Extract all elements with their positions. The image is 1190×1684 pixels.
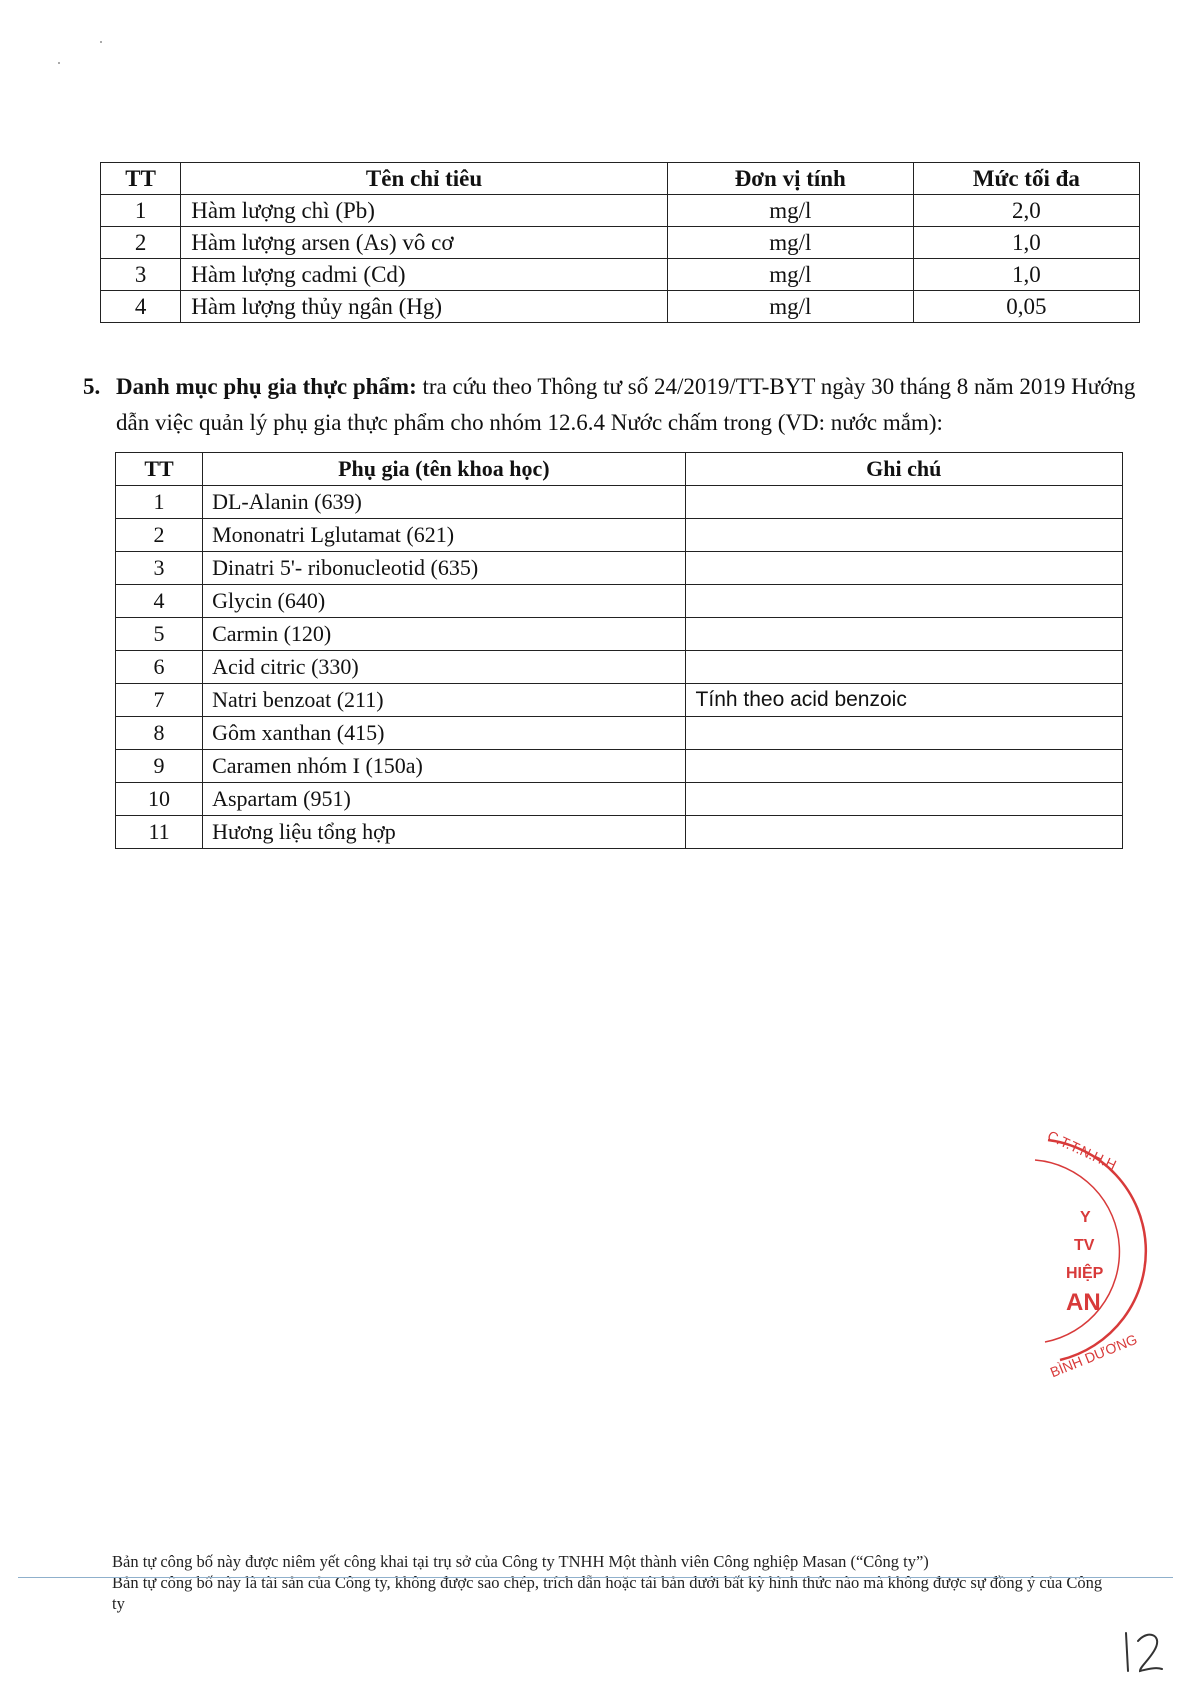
row-note (685, 750, 1122, 783)
table-row (101, 291, 1140, 323)
seal-line-1: Y (1080, 1209, 1091, 1226)
section-heading: Danh mục phụ gia thực phẩm: (116, 374, 417, 399)
row-tt: 7 (116, 684, 203, 717)
table-row (116, 486, 1123, 519)
table-row (101, 195, 1140, 227)
row-max-level: 2,0 (913, 195, 1139, 227)
row-note: Tính theo acid benzoic (685, 684, 1122, 717)
row-note (685, 618, 1122, 651)
row-tt: 3 (116, 552, 203, 585)
section-text: tra cứu theo Thông tư số 24/2019/TT-BYT ngày 30 tháng 8 năm 2019 Hướng dẫn việc quản lý phụ gia thực phẩm cho nhóm 12.6.4 Nước chấm trong (VD: nước mắm): (116, 374, 1136, 435)
row-tt: 2 (116, 519, 203, 552)
company-seal-stamp (1040, 1127, 1170, 1381)
scan-speck (58, 62, 60, 64)
row-additive-name: Hương liệu tổng hợp (203, 816, 685, 849)
seal-line-2: TV (1074, 1237, 1095, 1254)
row-additive-name: DL-Alanin (639) (203, 486, 685, 519)
row-additive-name: Natri benzoat (211) (203, 684, 685, 717)
table-row (116, 717, 1123, 750)
row-tt: 3 (101, 259, 181, 291)
table-row (116, 651, 1123, 684)
header-unit: Đơn vị tính (667, 163, 913, 195)
row-max-level: 0,05 (913, 291, 1139, 323)
header-note: Ghi chú (685, 453, 1122, 486)
row-note (685, 585, 1122, 618)
footer-line-2: Bản tự công bố này là tài sản của Công ty, không được sao chép, trích dẫn hoặc tái bản dưới bất kỳ hình thức nào mà không được sự đồng ý của Công ty (112, 1573, 1103, 1613)
row-note (685, 552, 1122, 585)
scan-speck (100, 41, 102, 43)
table-row (116, 684, 1123, 717)
row-unit: mg/l (667, 227, 913, 259)
section-5-paragraph (83, 369, 1153, 441)
row-additive-name: Glycin (640) (203, 585, 685, 618)
row-additive-name: Caramen nhóm I (150a) (203, 750, 685, 783)
table-row (116, 552, 1123, 585)
table-row (116, 750, 1123, 783)
row-additive-name: Gôm xanthan (415) (203, 717, 685, 750)
row-tt: 8 (116, 717, 203, 750)
row-tt: 9 (116, 750, 203, 783)
food-additives-table (115, 452, 1123, 849)
row-additive-name: Mononatri Lglutamat (621) (203, 519, 685, 552)
header-tt: TT (116, 453, 203, 486)
header-indicator-name: Tên chỉ tiêu (181, 163, 668, 195)
row-tt: 10 (116, 783, 203, 816)
row-tt: 5 (116, 618, 203, 651)
table-header-row (101, 163, 1140, 195)
row-tt: 6 (116, 651, 203, 684)
row-tt: 4 (101, 291, 181, 323)
row-tt: 1 (116, 486, 203, 519)
seal-line-4: AN (1066, 1289, 1101, 1316)
row-tt: 2 (101, 227, 181, 259)
row-note (685, 651, 1122, 684)
row-note (685, 486, 1122, 519)
row-additive-name: Aspartam (951) (203, 783, 685, 816)
header-max-level: Mức tối đa (913, 163, 1139, 195)
header-additive-name: Phụ gia (tên khoa học) (203, 453, 685, 486)
footer-line-1: Bản tự công bố này được niêm yết công khai tại trụ sở của Công ty TNHH Một thành viên Công nghiệp Masan (“Công ty”) (112, 1552, 929, 1571)
section-number: 5. (83, 374, 101, 399)
heavy-metal-limits-table (100, 162, 1140, 323)
row-note (685, 519, 1122, 552)
row-tt: 11 (116, 816, 203, 849)
header-tt: TT (101, 163, 181, 195)
row-additive-name: Dinatri 5'- ribonucleotid (635) (203, 552, 685, 585)
row-indicator-name: Hàm lượng chì (Pb) (181, 195, 668, 227)
row-note (685, 816, 1122, 849)
row-max-level: 1,0 (913, 259, 1139, 291)
table-row (101, 259, 1140, 291)
table-row (101, 227, 1140, 259)
footer-divider (18, 1577, 1173, 1578)
row-note (685, 783, 1122, 816)
table-row (116, 585, 1123, 618)
row-additive-name: Carmin (120) (203, 618, 685, 651)
row-additive-name: Acid citric (330) (203, 651, 685, 684)
row-indicator-name: Hàm lượng arsen (As) vô cơ (181, 227, 668, 259)
table-header-row (116, 453, 1123, 486)
handwritten-page-number (1118, 1627, 1168, 1677)
table-row (116, 618, 1123, 651)
row-tt: 1 (101, 195, 181, 227)
table-row (116, 816, 1123, 849)
seal-arc-top: C.T.T.N.H.H (1045, 1127, 1119, 1173)
seal-line-3: HIỆP (1066, 1265, 1104, 1282)
row-unit: mg/l (667, 291, 913, 323)
row-note (685, 717, 1122, 750)
page-footer (112, 1551, 1112, 1614)
table-row (116, 519, 1123, 552)
row-unit: mg/l (667, 259, 913, 291)
row-max-level: 1,0 (913, 227, 1139, 259)
seal-arc-bottom: BÌNH DƯƠNG (1047, 1330, 1140, 1381)
row-indicator-name: Hàm lượng thủy ngân (Hg) (181, 291, 668, 323)
row-tt: 4 (116, 585, 203, 618)
table-row (116, 783, 1123, 816)
row-unit: mg/l (667, 195, 913, 227)
row-indicator-name: Hàm lượng cadmi (Cd) (181, 259, 668, 291)
seal-outer-ring (1048, 1140, 1146, 1360)
